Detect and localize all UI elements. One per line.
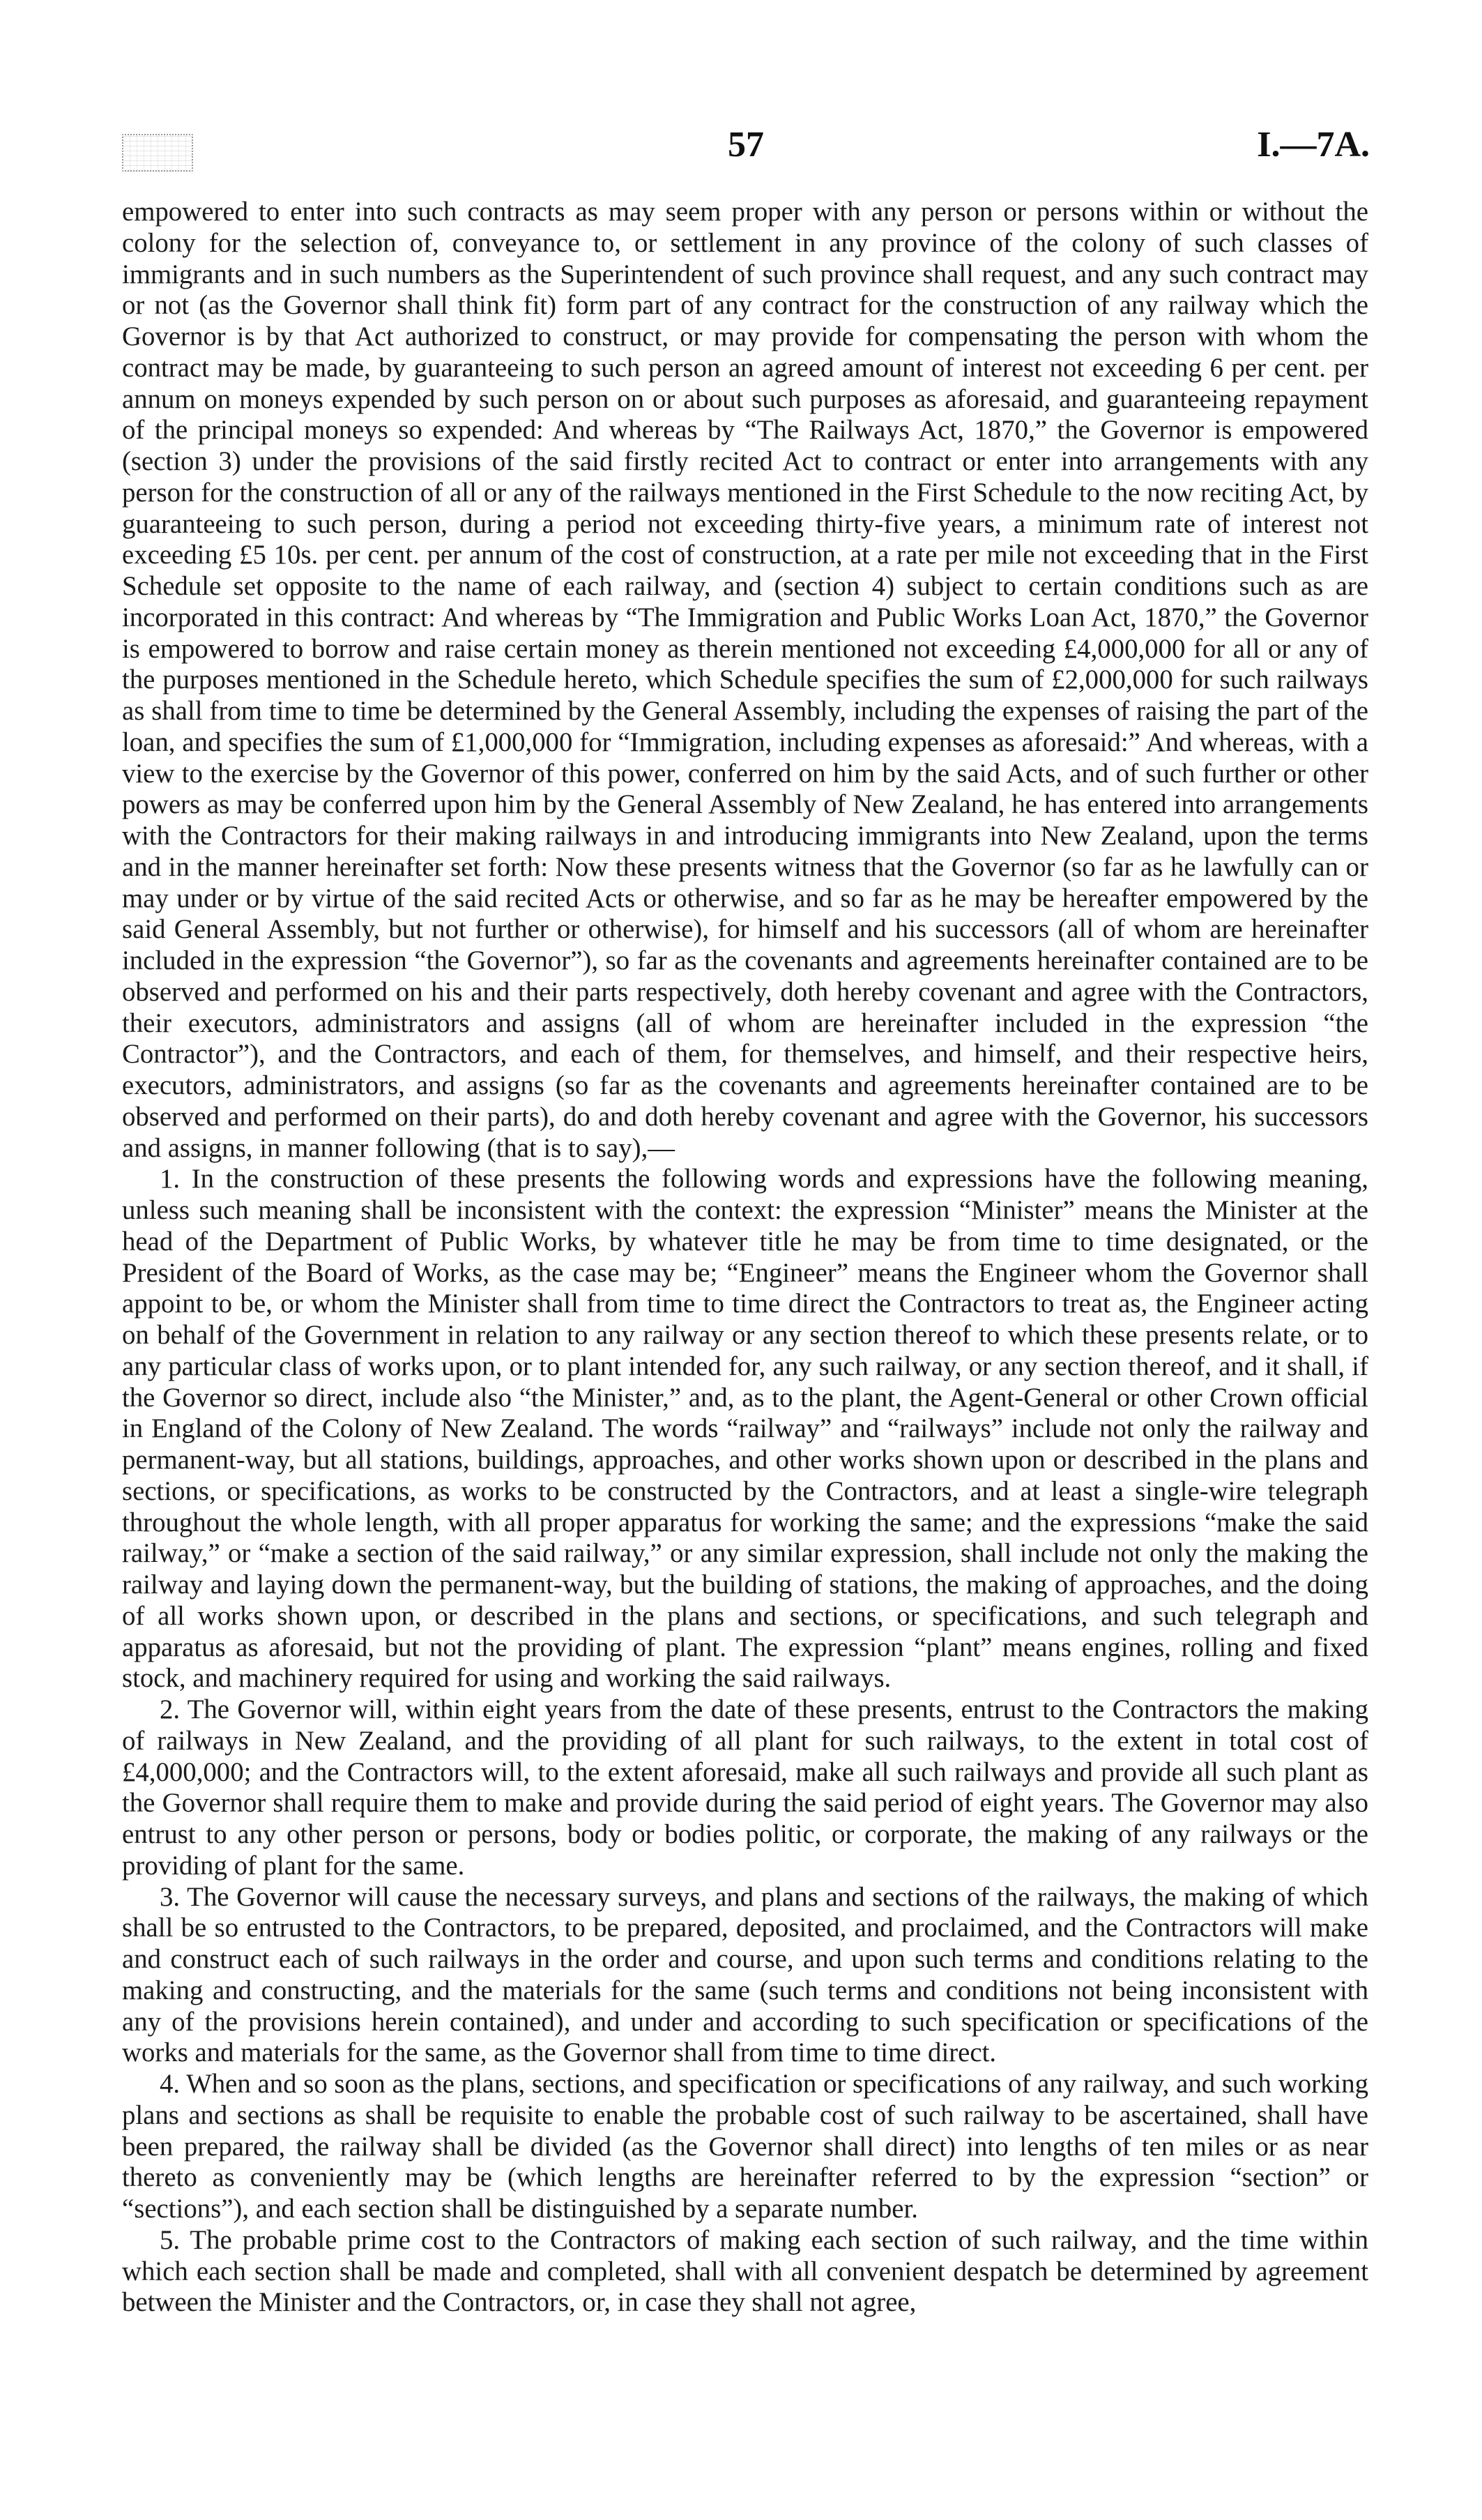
document-reference: I.—7A. [1257, 125, 1370, 165]
page-header [122, 119, 1370, 174]
clause-3: 3. The Governor will cause the necessary surveys, and plans and sections of the railways, the making of which shall be so entrusted to the Contractors, to be prepared, deposited, and proclaimed, and the Contractors will make and construct each of such railways in the order and course, and upon such terms and conditions relating to the making and constructing, and the materials for the same (such terms and conditions not being inconsistent with any of the provisions herein contained), and under and according to such specification or specifications of the works and materials for the same, as the Governor shall from time to time direct. [122, 1881, 1368, 2068]
preamble-paragraph: empowered to enter into such contracts as may seem proper with any person or persons within or without the colony for the selection of, conveyance to, or settlement in any province of the colony of such classes of immigrants and in such numbers as the Superintendent of such province shall request, and any such contract may or not (as the Governor shall think fit) form part of any contract for the construction of any railway which the Governor is by that Act authorized to construct, or may provide for compensating the person with whom the contract may be made, by guaranteeing to such person an agreed amount of interest not exceeding 6 per cent. per annum on moneys expended by such person on or about such purposes as aforesaid, and guaranteeing repayment of the principal moneys so expended: And whereas by “The Railways Act, 1870,” the Governor is empowered (section 3) under the provisions of the said firstly recited Act to contract or enter into arrangements with any person for the construction of all or any of the railways mentioned in the First Schedule to the now reciting Act, by guaranteeing to such person, during a period not exceeding thirty-five years, a minimum rate of interest not exceeding £5 10s. per cent. per annum of the cost of construction, at a rate per mile not exceeding that in the First Schedule set opposite to the name of each railway, and (section 4) subject to certain conditions such as are incorporated in this contract: And whereas by “The Immigration and Public Works Loan Act, 1870,” the Governor is empowered to borrow and raise certain money as therein mentioned not exceeding £4,000,000 for all or any of the purposes mentioned in the Schedule hereto, which Schedule specifies the sum of £2,000,000 for such railways as shall from time to time be determined by the General Assembly, including the expenses of raising the part of the loan, and specifies the sum of £1,000,000 for “Immigration, including expenses as aforesaid:” And whereas, with a view to the exercise by the Governor of this power, conferred on him by the said Acts, and of such further or other powers as may be conferred upon him by the General Assembly of New Zealand, he has entered into arrangements with the Contractors for their making railways in and introducing immigrants into New Zealand, upon the terms and in the manner hereinafter set forth: Now these presents witness that the Governor (so far as he lawfully can or may under or by virtue of the said recited Acts or otherwise, and so far as he may be hereafter empowered by the said General Assembly, but not further or otherwise), for himself and his successors (all of whom are hereinafter included in the expression “the Governor”), so far as the covenants and agreements hereinafter contained are to be observed and performed on his and their parts respectively, doth hereby covenant and agree with the Contractors, their executors, administrators and assigns (all of whom are hereinafter included in the expression “the Contractor”), and the Contractors, and each of them, for themselves, and himself, and their respective heirs, executors, administrators, and assigns (so far as the covenants and agreements hereinafter contained are to be observed and performed on their parts), do and doth hereby covenant and agree with the Governor, his successors and assigns, in manner following (that is to say),— [122, 197, 1368, 1163]
page-number: 57 [728, 125, 764, 165]
clause-5: 5. The probable prime cost to the Contractors of making each section of such railway, and the time within which each section shall be made and completed, shall with all convenient despatch be determined by agreement between the Minister and the Contractors, or, in case they shall not agree, [122, 2224, 1368, 2318]
clause-4: 4. When and so soon as the plans, sections, and specification or specifications of any railway, and such working plans and sections as shall be requisite to enable the probable cost of such railway to be ascertained, shall have been prepared, the railway shall be divided (as the Governor shall direct) into lengths of ten miles or as near thereto as conveniently may be (which lengths are hereinafter referred to by the expression “section” or “sections”), and each section shall be distinguished by a separate number. [122, 2069, 1368, 2224]
clause-1: 1. In the construction of these presents the following words and expressions have the following meaning, unless such meaning shall be inconsistent with the context: the expression “Minister” means the Minister at the head of the Department of Public Works, by whatever title he may be from time to time designated, or the President of the Board of Works, as the case may be; “Engineer” means the Engineer whom the Governor shall appoint to be, or whom the Minister shall from time to time direct the Contractors to treat as, the Engineer acting on behalf of the Government in relation to any railway or any section thereof to which these presents relate, or to any particular class of works upon, or to plant intended for, any such railway, or any section thereof, and it shall, if the Governor so direct, include also “the Minister,” and, as to the plant, the Agent-General or other Crown official in England of the Colony of New Zealand. The words “railway” and “railways” include not only the railway and permanent-way, but all stations, buildings, approaches, and other works shown upon or described in the plans and sections, or specifications, as works to be constructed by the Contractors, and at least a single-wire telegraph throughout the whole length, with all proper apparatus for working the same; and the expressions “make the said railway,” or “make a section of the said railway,” or any similar expression, shall include not only the making the railway and laying down the permanent-way, but the building of stations, the making of approaches, and the doing of all works shown upon, or described in the plans and sections, or specifications, and such telegraph and apparatus as aforesaid, but not the providing of plant. The expression “plant” means engines, rolling and fixed stock, and machinery required for using and working the said railways. [122, 1164, 1368, 1694]
clause-2: 2. The Governor will, within eight years from the date of these presents, entrust to the Contractors the making of railways in New Zealand, and the providing of all plant for such railways, to the extent in total cost of £4,000,000; and the Contractors will, to the extent aforesaid, make all such railways and provide all such plant as the Governor shall require them to make and provide during the said period of eight years. The Governor may also entrust to any other person or persons, body or bodies politic, or corporate, the making of any railways or the providing of plant for the same. [122, 1694, 1368, 1881]
document-body [122, 197, 1368, 2318]
